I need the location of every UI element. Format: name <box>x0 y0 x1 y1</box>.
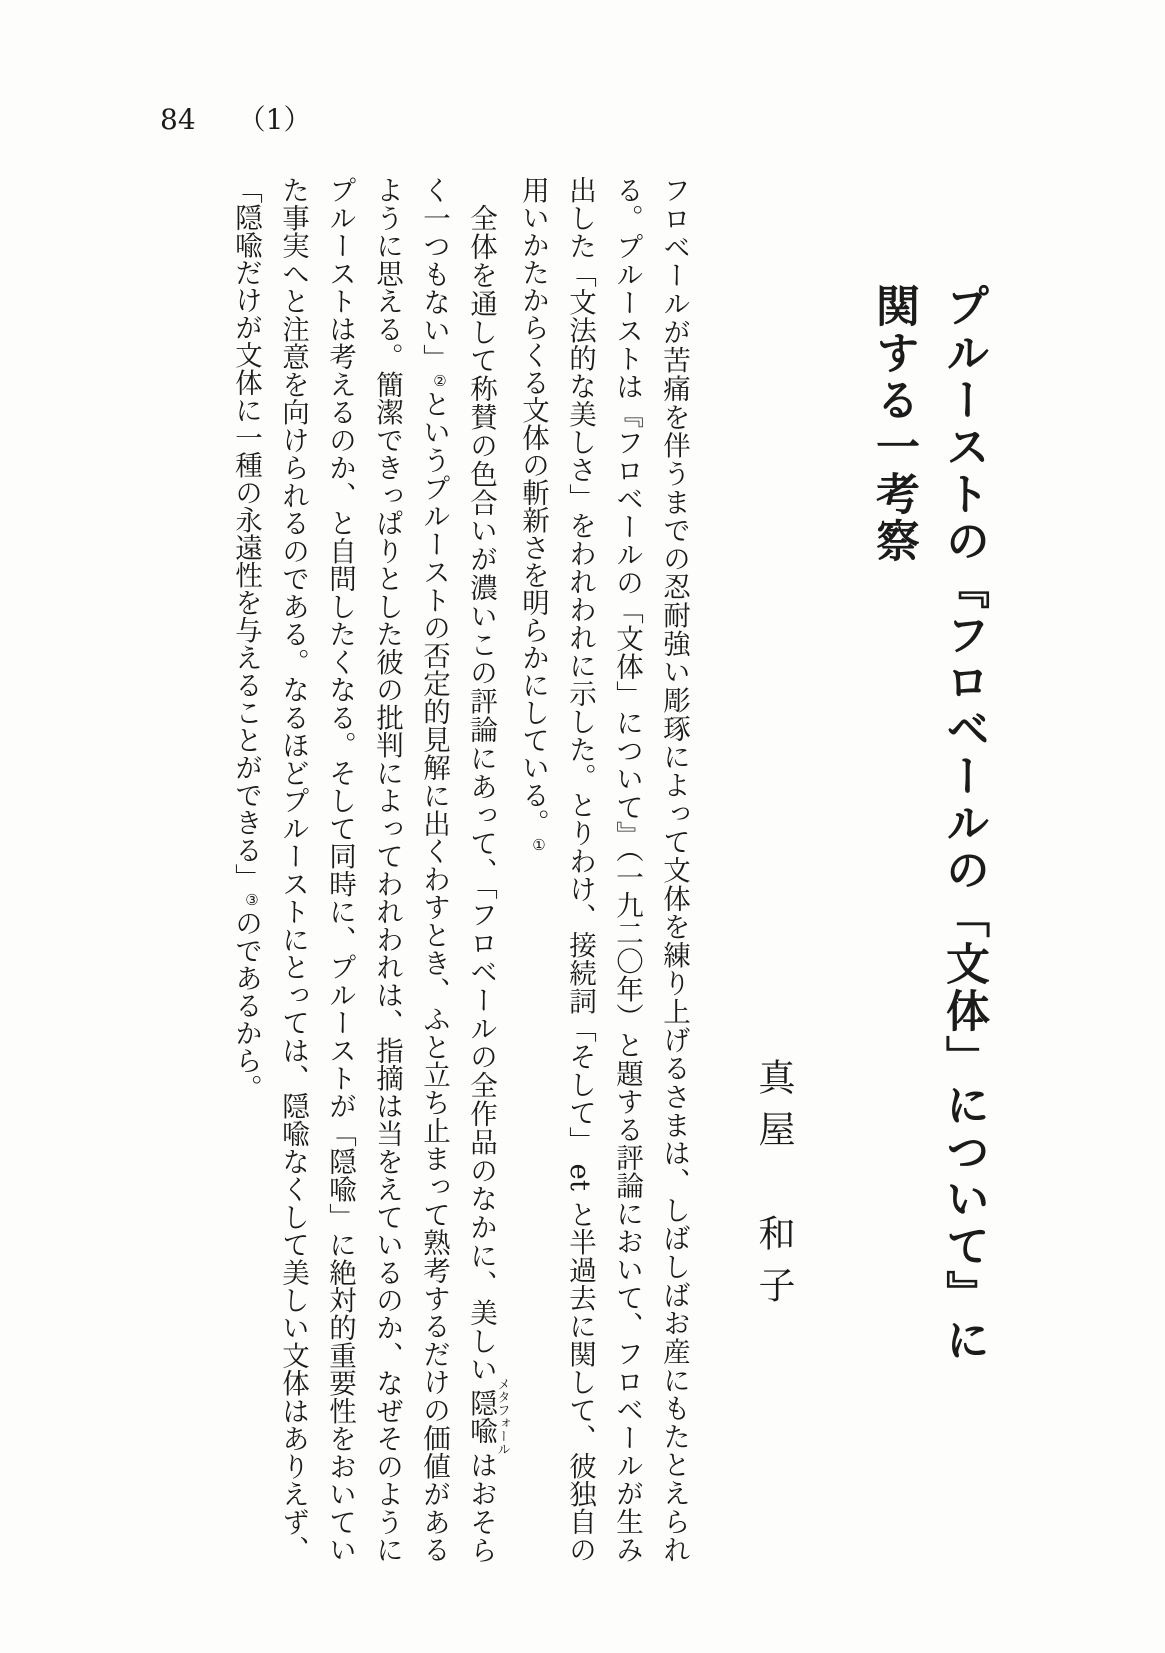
paragraph <box>222 176 509 1563</box>
footnote-marker: ① <box>530 836 548 854</box>
body-column: る。プルーストは『フロベールの「文体」について』（一九二〇年）と題する評論において、フロベールが生み <box>611 176 643 1563</box>
body-column: フロベールが苦痛を伴うまでの忍耐強い彫琢によって文体を練り上げるさまは、しばしばお産にもたとえられ <box>658 176 690 1563</box>
running-head <box>160 103 312 136</box>
body-column: 出した「文法的な美しさ」をわれわれに示した。とりわけ、接続詞「そして」 et と半過去に関して、彼独自の <box>564 176 596 1563</box>
ruby-annotation: 隠喩メタフォール <box>465 1377 510 1456</box>
page-number: 84 <box>160 103 196 136</box>
body-column: 全体を通して称賛の色合いが濃いこの評論にあって、「フロベールの全作品のなかに、美しい隠喩メタフォールはおそら <box>465 203 510 1564</box>
body-column: ように思える。簡潔できっぱりとした彼の批判によってわれわれは、指摘は当をえているのか、なぜそのように <box>371 176 403 1563</box>
body-column: プルーストは考えるのか、と自問したくなる。そして同時に、プルーストが「隠喩」に絶対的重要性をおいてい <box>324 176 356 1563</box>
article-title <box>858 283 998 1393</box>
body-column: た事実へと注意を向けられるのである。なるほどプルーストにとっては、隠喩なくして美しい文体はありえず、 <box>277 176 309 1563</box>
article-title-line-1: プルーストの『フロベールの「文体」について』に <box>938 283 989 1364</box>
body-column: 「隠喩だけが文体に一種の永遠性を与えることができる」③のであるから。 <box>230 176 262 1102</box>
body-column: く一つもない」②というプルーストの否定的見解に出くわすとき、ふと立ち止まって熟考するだけの価値がある <box>418 176 450 1564</box>
issue-number: （1） <box>237 103 312 136</box>
footnote-marker: ③ <box>243 891 261 909</box>
author-name: 真屋 和子 <box>752 1058 795 1318</box>
paragraph <box>509 176 697 1563</box>
body-column: 用いかたからくる文体の斬新さを明らかにしている。① <box>517 176 549 854</box>
article-title-line-2: 関する一考察 <box>868 283 919 565</box>
body-text <box>222 176 697 1563</box>
footnote-marker: ② <box>431 371 449 390</box>
